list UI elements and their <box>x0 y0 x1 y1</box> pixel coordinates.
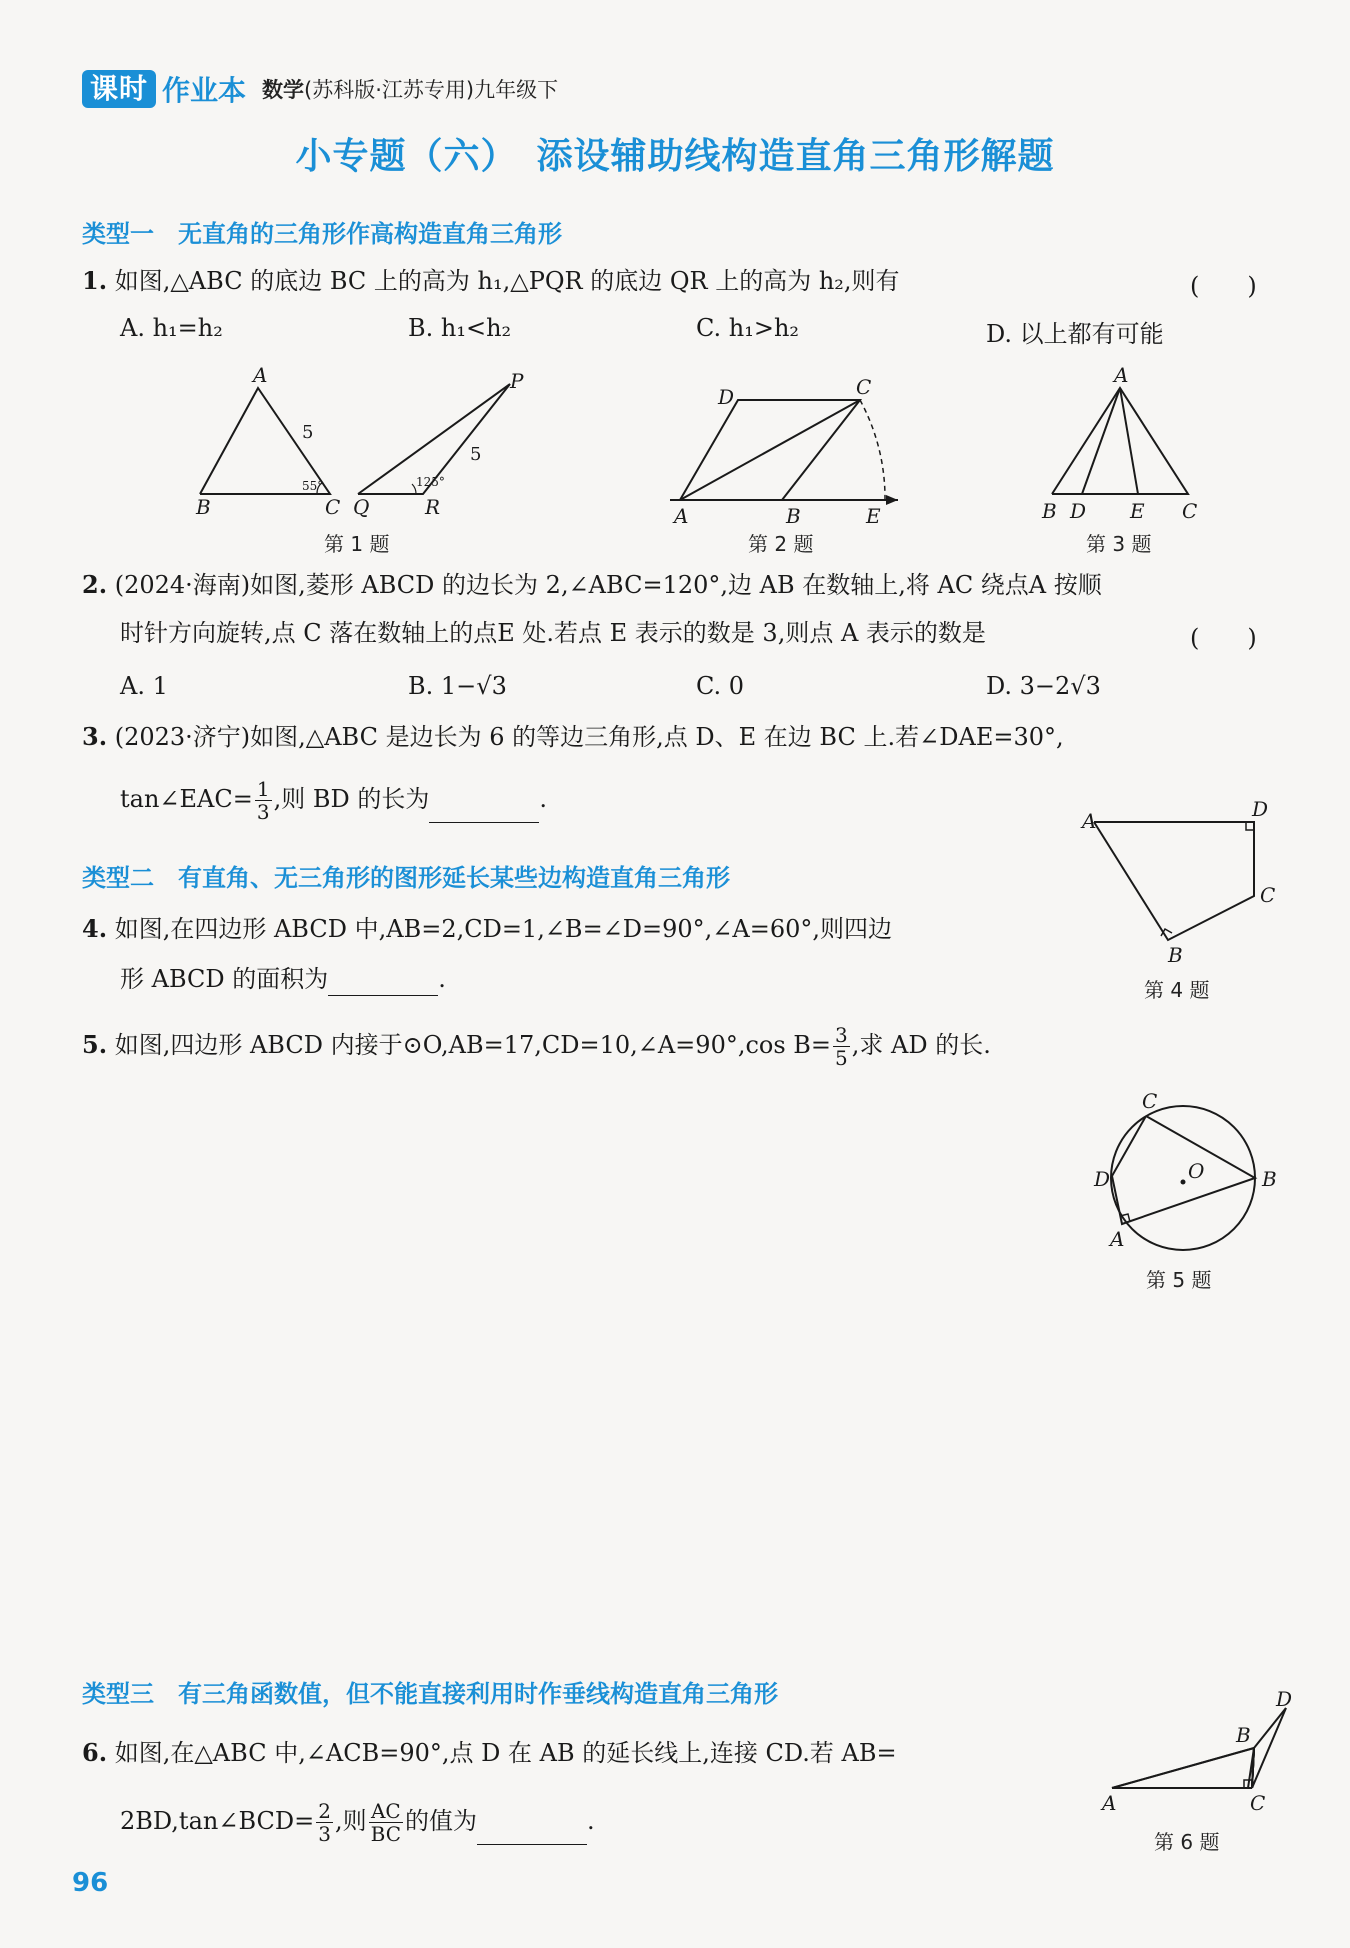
label-d: D <box>1070 499 1087 523</box>
label-c: C <box>1142 1089 1158 1113</box>
question-number: 3. <box>82 722 108 751</box>
question-text: 如图,在△ABC 中,∠ACB=90°,点 D 在 AB 的延长线上,连接 CD.若 AB= <box>114 1739 897 1767</box>
page-title: 小专题（六） 添设辅助线构造直角三角形解题 <box>295 136 1055 177</box>
fraction <box>833 1024 850 1069</box>
label-a: A <box>1102 1791 1117 1815</box>
label-a: A <box>253 363 268 387</box>
label-c: C <box>1250 1791 1266 1815</box>
period: . <box>438 965 446 993</box>
question-text: 2BD,tan∠BCD= <box>120 1807 315 1835</box>
answer-blank[interactable] <box>429 796 539 823</box>
question-4-line-1 <box>82 912 892 946</box>
label-d: D <box>1094 1167 1111 1191</box>
question-2-line-1 <box>82 568 1102 602</box>
fraction <box>255 778 272 823</box>
figure-3 <box>1030 360 1230 523</box>
question-number: 6. <box>82 1738 108 1767</box>
figure-1 <box>180 360 540 520</box>
question-2-line-2: 时针方向旋转,点 C 落在数轴上的点E 处.若点 E 表示的数是 3,则点 A 表示的数是 <box>120 619 986 647</box>
caption-2: 第 2 题 <box>748 532 814 556</box>
denominator: BC <box>370 1822 401 1846</box>
question-5 <box>82 1024 991 1069</box>
header <box>82 70 558 108</box>
answer-blank[interactable] <box>477 1818 587 1845</box>
logo-text: 作业本 <box>162 74 247 107</box>
option-a: A. 1 <box>120 672 168 700</box>
figure-5 <box>1080 1090 1280 1260</box>
question-text: (2023·济宁)如图,△ABC 是边长为 6 的等边三角形,点 D、E 在边 BC 上.若∠DAE=30°, <box>114 723 1064 751</box>
question-3-line-2 <box>120 778 547 823</box>
header-subtitle <box>262 74 558 104</box>
subject: 数学 <box>262 78 305 102</box>
numerator: AC <box>369 1800 403 1823</box>
question-4-line-2 <box>120 962 446 996</box>
label-q: Q <box>353 495 370 519</box>
caption-5: 第 5 题 <box>1146 1268 1212 1292</box>
caption-3: 第 3 题 <box>1086 532 1152 556</box>
fraction <box>369 1800 403 1845</box>
question-text: 如图,在四边形 ABCD 中,AB=2,CD=1,∠B=∠D=90°,∠A=60°,则四边 <box>114 915 893 943</box>
logo-box: 课时 <box>82 70 156 108</box>
question-3-line-1 <box>82 720 1064 754</box>
label-b: B <box>786 504 801 528</box>
denominator: 5 <box>835 1046 848 1070</box>
label-e: E <box>1130 499 1145 523</box>
caption-1: 第 1 题 <box>324 532 390 556</box>
angle-label-2: 125° <box>416 475 445 489</box>
numerator: 1 <box>256 777 270 801</box>
label-c: C <box>1260 883 1276 907</box>
caption-6: 第 6 题 <box>1154 1830 1220 1854</box>
label-b: B <box>1236 1723 1251 1747</box>
option-d: D. 3−2√3 <box>986 672 1101 700</box>
question-text: ,则 <box>334 1807 367 1835</box>
label-c: C <box>1182 499 1198 523</box>
label-b: B <box>196 495 211 519</box>
figure-2 <box>660 370 920 528</box>
label-c: C <box>856 375 872 399</box>
label-p: P <box>510 369 524 393</box>
label-o: O <box>1188 1159 1205 1183</box>
label-a: A <box>1082 809 1097 833</box>
answer-blank[interactable] <box>328 969 438 996</box>
label-d: D <box>1276 1687 1293 1711</box>
denominator: 3 <box>256 800 270 824</box>
question-text: ,求 AD 的长. <box>851 1031 991 1059</box>
fraction <box>316 1800 333 1845</box>
label-a: A <box>1114 363 1129 387</box>
label-r: R <box>425 495 441 519</box>
question-number: 5. <box>82 1030 108 1059</box>
section-heading-1: 类型一 无直角的三角形作高构造直角三角形 <box>82 220 562 248</box>
label-a: A <box>1110 1227 1125 1251</box>
label-c: C <box>325 495 341 519</box>
edition: (苏科版·江苏专用)九年级下 <box>304 78 559 102</box>
numerator: 3 <box>835 1023 848 1047</box>
side-label-1: 5 <box>302 422 314 443</box>
label-e: E <box>866 504 881 528</box>
page-number: 96 <box>72 1868 109 1898</box>
question-number: 2. <box>82 570 108 599</box>
section-heading-3: 类型三 有三角函数值，但不能直接利用时作垂线构造直角三角形 <box>82 1680 778 1708</box>
question-text: 如图,△ABC 的底边 BC 上的高为 h₁,△PQR 的底边 QR 上的高为 h₂,则有 <box>114 267 900 295</box>
numerator: 2 <box>318 1799 331 1823</box>
label-b: B <box>1042 499 1057 523</box>
question-text: tan∠EAC= <box>120 785 253 813</box>
period: . <box>587 1807 595 1835</box>
option-b: B. 1−√3 <box>408 672 507 700</box>
question-text: ,则 BD 的长为 <box>273 785 430 813</box>
question-6-line-1 <box>82 1736 897 1770</box>
label-d: D <box>1252 797 1269 821</box>
question-text: 如图,四边形 ABCD 内接于⊙O,AB=17,CD=10,∠A=90°,cos B= <box>114 1031 832 1059</box>
question-text: 形 ABCD 的面积为 <box>120 965 329 993</box>
question-6-line-2 <box>120 1800 595 1845</box>
question-1 <box>82 264 900 298</box>
question-text: (2024·海南)如图,菱形 ABCD 的边长为 2,∠ABC=120°,边 AB 在数轴上,将 AC 绕点A 按顺 <box>114 571 1102 599</box>
denominator: 3 <box>318 1822 331 1846</box>
period: . <box>539 785 547 813</box>
caption-4: 第 4 题 <box>1144 978 1210 1002</box>
label-a: A <box>674 504 689 528</box>
option-c: C. 0 <box>696 672 745 700</box>
option-d: D. 以上都有可能 <box>986 320 1164 348</box>
question-number: 4. <box>82 914 108 943</box>
figure-4 <box>1076 797 1296 970</box>
question-number: 1. <box>82 266 108 295</box>
option-c: C. h₁>h₂ <box>696 314 800 342</box>
question-text: 的值为 <box>405 1807 477 1835</box>
answer-paren: ( ) <box>1190 624 1257 652</box>
label-d: D <box>718 385 735 409</box>
angle-label-1: 55° <box>302 479 324 493</box>
section-heading-2: 类型二 有直角、无三角形的图形延长某些边构造直角三角形 <box>82 864 730 892</box>
label-b: B <box>1262 1167 1277 1191</box>
label-b: B <box>1168 943 1183 967</box>
option-a: A. h₁=h₂ <box>120 314 223 342</box>
figure-6 <box>1100 1687 1293 1820</box>
side-label-2: 5 <box>470 444 482 465</box>
answer-paren: ( ) <box>1190 272 1257 300</box>
option-b: B. h₁<h₂ <box>408 314 512 342</box>
